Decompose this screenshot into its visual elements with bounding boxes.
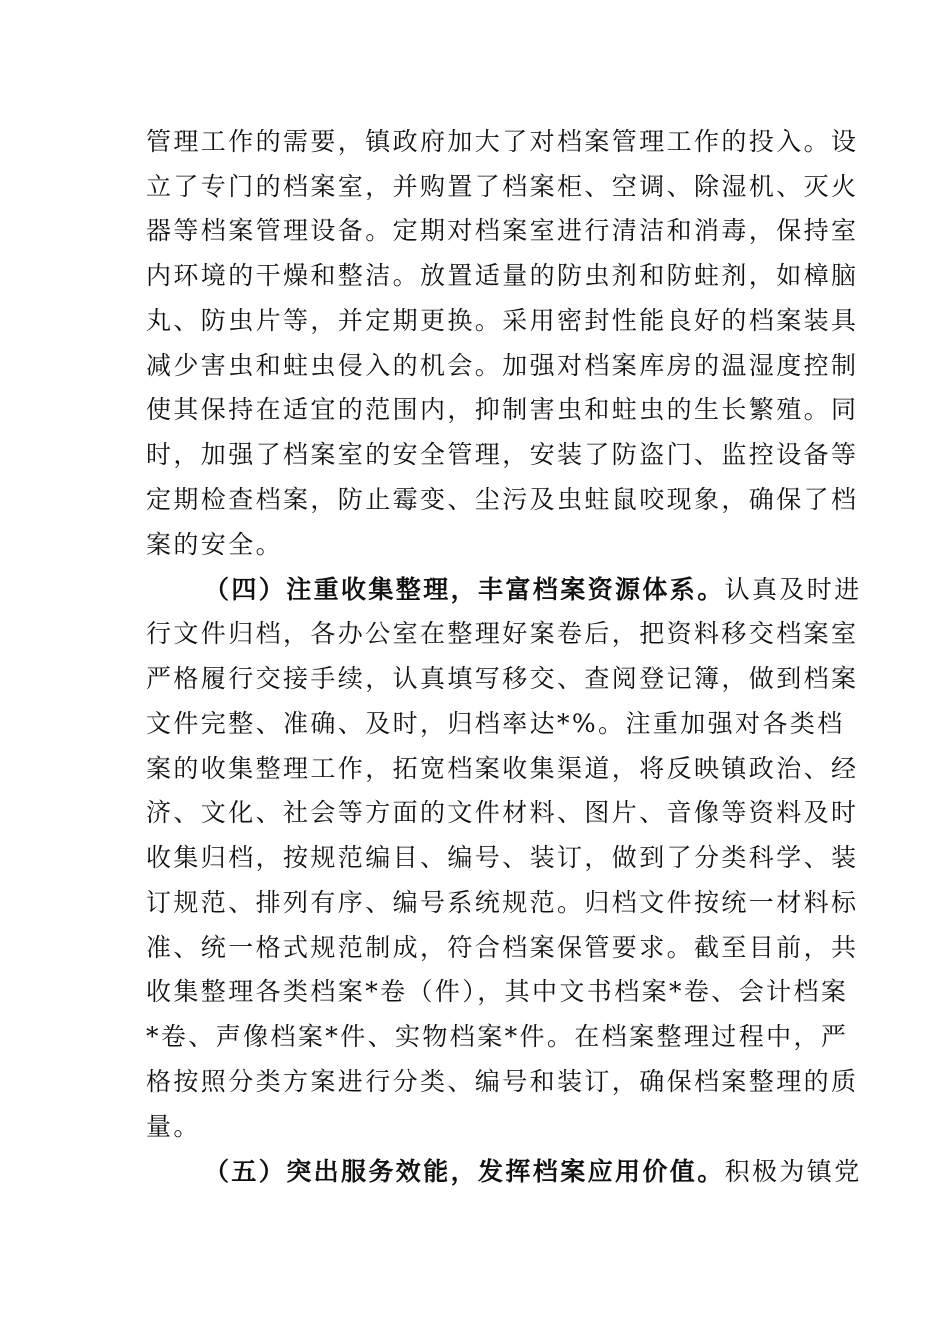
body-line: 器等档案管理设备。定期对档案室进行清洁和消毒，保持室 xyxy=(146,216,859,245)
body-line: *卷、声像档案*件、实物档案*件。在档案整理过程中，严 xyxy=(146,1022,849,1051)
body-line: 内环境的干燥和整洁。放置适量的防虫剂和防蛀剂，如樟脑 xyxy=(146,261,859,290)
section-5-text: 积极为镇党 xyxy=(724,1157,862,1186)
section-4-first-line xyxy=(204,575,862,605)
body-line: 案的收集整理工作，拓宽档案收集渠道，将反映镇政治、经 xyxy=(146,754,859,783)
body-line: 管理工作的需要，镇政府加大了对档案管理工作的投入。设 xyxy=(146,127,859,156)
body-line: 时，加强了档案室的安全管理，安装了防盗门、监控设备等 xyxy=(146,440,859,469)
body-line: 丸、防虫片等，并定期更换。采用密封性能良好的档案装具 xyxy=(146,306,859,335)
body-line: 收集整理各类档案*卷（件），其中文书档案*卷、会计档案 xyxy=(146,977,849,1006)
body-line: 量。 xyxy=(146,1112,201,1141)
body-line: 文件完整、准确、及时，归档率达*%。注重加强对各类档 xyxy=(146,709,845,738)
body-line: 使其保持在适宜的范围内，抑制害虫和蛀虫的生长繁殖。同 xyxy=(146,395,859,424)
body-line: 行文件归档，各办公室在整理好案卷后，把资料移交档案室 xyxy=(146,619,859,648)
body-line: 收集归档，按规范编目、编号、装订，做到了分类科学、装 xyxy=(146,843,859,872)
body-line: 济、文化、社会等方面的文件材料、图片、音像等资料及时 xyxy=(146,798,859,827)
body-line: 准、统一格式规范制成，符合档案保管要求。截至目前，共 xyxy=(146,933,859,962)
section-4-heading: （四）注重收集整理，丰富档案资源体系。 xyxy=(204,575,725,604)
section-5-heading: （五）突出服务效能，发挥档案应用价值。 xyxy=(204,1157,725,1186)
section-4-text: 认真及时进 xyxy=(724,575,862,604)
body-line: 案的安全。 xyxy=(146,530,284,559)
section-5-first-line xyxy=(204,1157,862,1187)
body-line: 订规范、排列有序、编号系统规范。归档文件按统一材料标 xyxy=(146,888,859,917)
body-line: 格按照分类方案进行分类、编号和装订，确保档案整理的质 xyxy=(146,1067,859,1096)
body-line: 定期检查档案，防止霉变、尘污及虫蛀鼠咬现象，确保了档 xyxy=(146,485,859,514)
body-line: 立了专门的档案室，并购置了档案柜、空调、除湿机、灭火 xyxy=(146,172,859,201)
body-line: 减少害虫和蛀虫侵入的机会。加强对档案库房的温湿度控制 xyxy=(146,351,859,380)
body-line: 严格履行交接手续，认真填写移交、查阅登记簿，做到档案 xyxy=(146,664,859,693)
